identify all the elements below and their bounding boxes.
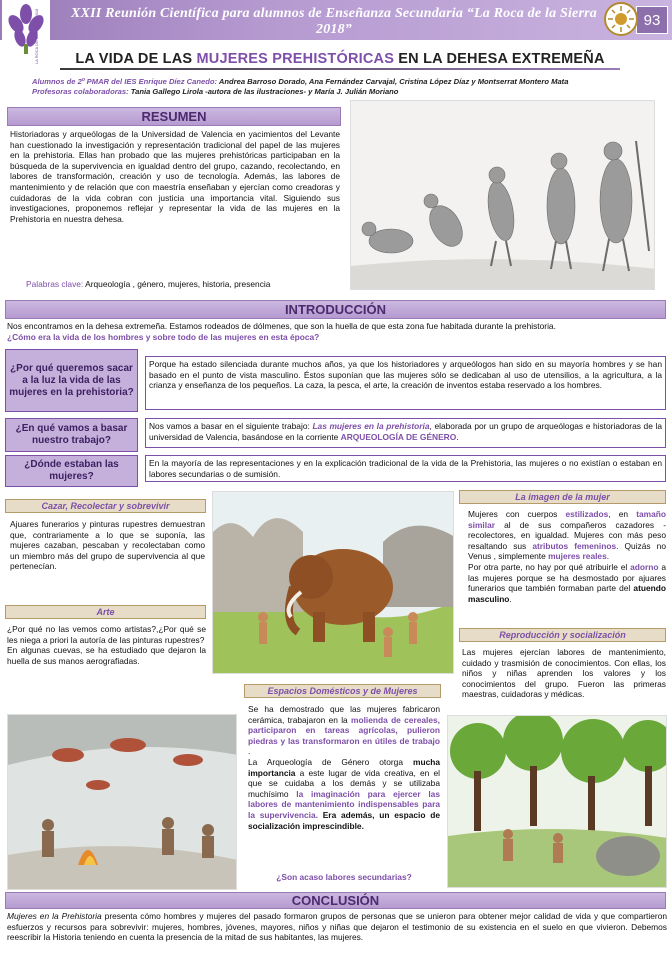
logo-text: LA ROCA DE LA SIERRA 2018 xyxy=(34,8,39,64)
resumen-text: Historiadoras y arqueólogas de la Universidad de Valencia en yacimientos del Levante han cuestionado la investigación y representación tradicional del papel de las mujeres en la prehistoria. Ellas han probado que las mujeres prehistóricas participaban en la búsqueda de la supervivencia en igualdad dentro del grupo, cazando, recolectando, en labores de transformación, creación y uso de tecnología. Además, las labores de mantenimiento y de relación que con maestría enseñaban y ejercían como creadoras y cuidadoras de la vida cobran con justicia una importancia vital. Siguiendo sus investigaciones, proponemos reflejar y representar la vida de las mujeres en la Prehistoria en nuestra dehesa. xyxy=(10,129,340,224)
question-where: ¿Dónde estaban las mujeres? xyxy=(5,455,138,487)
title-underline xyxy=(60,68,620,70)
imagen-text: Mujeres con cuerpos estilizados, en tamaño similar al de sus compañeros cazadores - recolectores, en igualdad. Mujeres con más peso resaltando sus atributos femeninos. Quizás no Venus , simplemente mujeres reales. Por otra parte, no hay por qué atribuirle el adorno a las mujeres porque se ha desmostado por ajuares funerarios que también formaban parte del atuendo masculino. xyxy=(468,509,666,604)
arte-heading: Arte xyxy=(5,605,206,619)
conclusion-heading: CONCLUSIÓN xyxy=(5,892,666,909)
sun-seal-icon xyxy=(606,4,636,34)
conference-banner xyxy=(0,0,672,40)
reproduccion-heading: Reproducción y socialización xyxy=(459,628,666,642)
resumen-heading: RESUMEN xyxy=(7,107,341,126)
introduccion-heading: INTRODUCCIÓN xyxy=(5,300,666,319)
cazar-text: Ajuares funerarios y pinturas rupestres demuestran que, contrariamente a lo que se suponía, las mujeres cazaban, pescaban y recolectaban como un miembro más del grupo de supervivencia al que pertenecían. xyxy=(10,519,205,572)
answer-why: Porque ha estado silenciada durante muchos años, ya que los historiadores y arqueólogos han sido en su mayoría hombres y se han basado en el punto de vista masculino. Éstos suponían que las mujeres sólo se dedicaban al uso de utensilios, a la agricultura, a la crianza y enseñanza de los pequeños. La caza, la pesca, el arte, la creación de inventos estaba reservado a los hombres. xyxy=(145,356,666,410)
imagen-heading: La imagen de la mujer xyxy=(459,490,666,504)
poster-title: LA VIDA DE LAS MUJERES PREHISTÓRICAS EN LA DEHESA EXTREMEÑA xyxy=(75,51,605,67)
espacios-question: ¿Son acaso labores secundarias? xyxy=(276,872,412,882)
introduccion-text: Nos encontramos en la dehesa extremeña. Estamos rodeados de dólmenes, que son la huella de que esta zona fue habitada durante la prehistoria. xyxy=(7,321,556,331)
answer-basis: Nos vamos a basar en el siguiente trabajo: Las mujeres en la prehistoria, elaborada por un grupo de arqueólogas e historiadoras de la universidad de Valencia, basándose en la corriente ARQUEOLOGÍA DE GÉNERO. xyxy=(145,418,666,448)
students-label: Alumnos de 2º PMAR del IES Enrique Díez Canedo: xyxy=(32,77,218,86)
flower-logo-icon xyxy=(2,0,50,66)
arte-text: ¿Por qué no las vemos como artistas?,¿Por qué se les niega a priori la autoría de las pinturas rupestres? En algunas cuevas, se ha estudiado que dejaron la huella de sus manos aerografiadas. xyxy=(7,624,206,666)
conclusion-text: Mujeres en la Prehistoria presenta cómo hombres y mujeres del pasado formaron grupos de personas que se unieron para obtener mejor calidad de vida y que compartieron esfuerzos y recursos para sobrevivir: mujeres, hombres, jóvenes, mayores, niños y niñas que dejaron el testimonio de su existencia en el suelo en que vivieron. Debemos reescribir la Historia teniendo en cuenta la presencia de la mitad de sus habitantes, las mujeres. xyxy=(7,911,668,943)
teachers-label: Profesoras colaboradoras: xyxy=(32,87,129,96)
mammoth-hunt-illustration xyxy=(212,491,454,674)
dehesa-illustration xyxy=(447,715,667,888)
answer-where: En la mayoría de las representaciones y en la explicación tradicional de la vida de la Prehistoria, las mujeres o no existían o estaban en labores secundarias o de sumisión. xyxy=(145,455,666,482)
conference-logo xyxy=(2,0,50,66)
school-seal xyxy=(604,2,638,36)
poster-number: 93 xyxy=(636,6,668,34)
cazar-heading: Cazar, Recolectar y sobrevivir xyxy=(5,499,206,513)
introduccion-question: ¿Cómo era la vida de los hombres y sobre todo de las mujeres en esta época? xyxy=(7,332,320,342)
teachers-names: Tania Gallego Lirola -autora de las ilustraciones- y María J. Julián Moriano xyxy=(128,87,399,96)
cave-painting-illustration xyxy=(7,714,237,890)
conference-title: XXII Reunión Científica para alumnos de Enseñanza Secundaria “La Roca de la Sierra 2018” xyxy=(71,6,597,37)
students-names: Andrea Barroso Dorado, Ana Fernández Carvajal, Cristina López Díaz y Montserrat Montero Mata xyxy=(217,77,569,86)
evolution-illustration xyxy=(350,100,655,290)
reproduccion-text: Las mujeres ejercían labores de mantenimiento, cuidado y trasmisión de conocimientos. Con ellas, los niños y niñas aprenden los valores y los conocimientos del grupo. Fueron las primeras maestras, cuidadoras y médicas. xyxy=(462,647,666,700)
espacios-heading: Espacios Domésticos y de Mujeres xyxy=(244,684,441,698)
keywords: Palabras clave: Arqueología , género, mujeres, historia, presencia xyxy=(26,279,271,289)
question-why: ¿Por qué queremos sacar a la luz la vida de las mujeres en la prehistoria? xyxy=(5,349,138,412)
authors-block xyxy=(32,77,652,97)
question-basis: ¿En qué vamos a basar nuestro trabajo? xyxy=(5,418,138,452)
espacios-text: Se ha demostrado que las mujeres fabricaron cerámica, trabajaron en la molienda de cereales, participaron en tareas agrícolas, pulieron piedras y las transformaron en útiles de trabajo . La Arqueología de Género otorga mucha importancia a este lugar de vida creativa, en el que se cuidaba a los demás y se utilizaba muchísimo la imaginación para ejercer las labores de mantenimiento indispensables para la supervivencia. Era además, un espacio de socialización imprescindible. xyxy=(248,704,440,831)
